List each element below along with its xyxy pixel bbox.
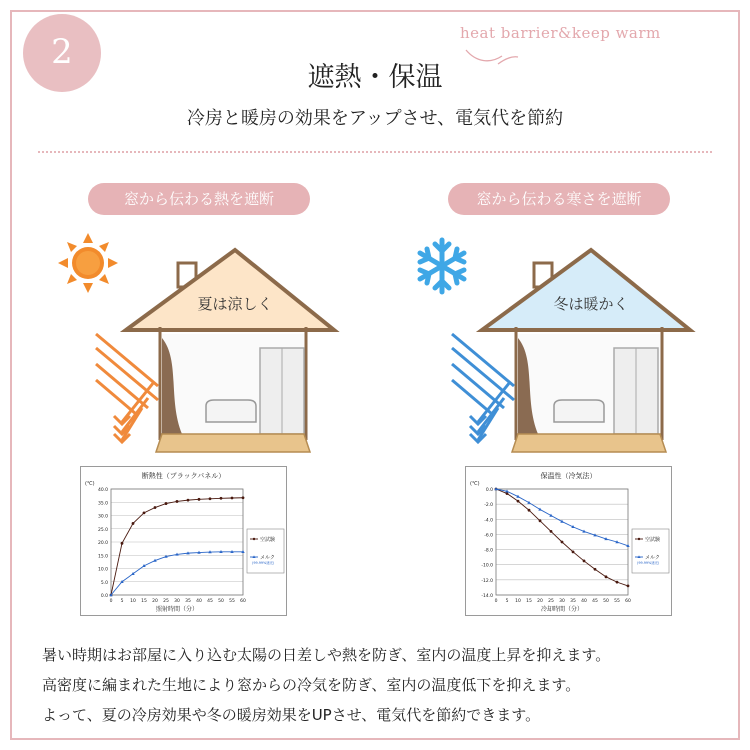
body-line: 高密度に編まれた生地により窓からの冷気を防ぎ、室内の温度低下を抑えます。 xyxy=(42,676,581,694)
x-axis-label: 冷却時間（分） xyxy=(540,606,584,613)
x-tick-label: 55 xyxy=(614,599,620,604)
y-tick-label: -2.0 xyxy=(484,503,493,509)
sofa xyxy=(206,400,256,422)
sun-icon xyxy=(58,233,118,293)
body-line: 暑い時期はお部屋に入り込む太陽の日差しや熱を防ぎ、室内の温度上昇を抑えます。 xyxy=(42,646,611,664)
x-tick-label: 45 xyxy=(592,599,598,604)
chart-plot xyxy=(466,467,673,617)
data-point xyxy=(627,585,630,588)
data-point xyxy=(121,542,124,545)
y-tick-label: 20.0 xyxy=(97,541,108,546)
legend-sublabel: (99.99%遮光) xyxy=(252,561,275,565)
legend-marker xyxy=(638,538,640,540)
chart-title: 断熱性（ブラックパネル） xyxy=(141,472,226,480)
y-tick-label: 5.0 xyxy=(100,580,108,586)
script-label: heat barrier&keep warm xyxy=(460,24,661,42)
y-tick-label: 40.0 xyxy=(97,488,108,493)
data-point xyxy=(132,522,135,525)
data-point xyxy=(594,568,597,571)
x-tick-label: 50 xyxy=(603,599,609,604)
series-line xyxy=(111,498,243,595)
y-tick-label: -8.0 xyxy=(484,548,493,554)
data-point xyxy=(209,497,212,500)
y-tick-label: 25.0 xyxy=(97,527,108,533)
x-tick-label: 30 xyxy=(174,599,180,604)
x-tick-label: 20 xyxy=(537,599,543,604)
data-point xyxy=(605,575,608,578)
chart-plot xyxy=(81,467,288,617)
data-point xyxy=(198,498,201,501)
x-tick-label: 60 xyxy=(240,599,246,604)
y-tick-label: -6.0 xyxy=(484,533,493,539)
x-tick-label: 55 xyxy=(229,599,235,604)
y-tick-label: 10.0 xyxy=(97,567,108,573)
section-number: 2 xyxy=(51,32,73,72)
data-point xyxy=(528,509,531,512)
house-winter-illustration xyxy=(408,230,708,455)
x-axis-label: 照射時間（分） xyxy=(155,606,199,613)
data-point xyxy=(517,500,520,503)
data-point xyxy=(176,500,179,503)
chart-title: 保温性（冷気法） xyxy=(540,472,597,480)
data-point xyxy=(231,497,234,500)
page-title: 遮熱・保温 xyxy=(307,62,443,93)
series-line xyxy=(496,489,628,546)
data-point xyxy=(539,519,542,522)
y-tick-label: -10.0 xyxy=(481,563,493,569)
x-tick-label: 40 xyxy=(196,599,202,604)
data-point xyxy=(220,497,223,500)
house-label-summer: 夏は涼しく xyxy=(197,295,273,313)
x-tick-label: 60 xyxy=(625,599,631,604)
legend-label: 空試験 xyxy=(260,536,276,543)
data-point xyxy=(165,502,168,505)
house-summer-illustration xyxy=(50,230,350,455)
y-tick-label: -12.0 xyxy=(481,578,493,584)
house-label-winter: 冬は暖かく xyxy=(553,295,629,313)
y-tick-label: 0.0 xyxy=(100,594,108,599)
x-tick-label: 0 xyxy=(109,599,113,604)
legend-box xyxy=(247,529,284,573)
floor xyxy=(512,434,666,452)
pill-heat-block: 窓から伝わる熱を遮断 xyxy=(88,183,310,215)
page-subtitle: 冷房と暖房の効果をアップさせ、電気代を節約 xyxy=(186,108,564,129)
data-point xyxy=(242,496,245,499)
roof xyxy=(482,250,690,330)
y-unit-label: (℃) xyxy=(470,481,480,487)
y-tick-label: -4.0 xyxy=(484,518,493,524)
y-tick-label: -14.0 xyxy=(481,594,493,599)
x-tick-label: 40 xyxy=(581,599,587,604)
y-tick-label: 35.0 xyxy=(97,501,108,507)
data-point xyxy=(583,560,586,563)
cold-arrows xyxy=(452,334,514,442)
x-tick-label: 25 xyxy=(163,599,169,604)
x-tick-label: 35 xyxy=(185,599,191,604)
data-point xyxy=(550,530,553,533)
x-tick-label: 30 xyxy=(559,599,565,604)
data-point xyxy=(616,581,619,584)
x-tick-label: 0 xyxy=(494,599,498,604)
data-point xyxy=(506,492,509,495)
body-line: よって、夏の冷房効果や冬の暖房効果をUPさせ、電気代を節約できます。 xyxy=(42,706,541,724)
heat-arrows xyxy=(96,334,158,442)
data-point xyxy=(561,541,564,544)
sofa xyxy=(554,400,604,422)
x-tick-label: 5 xyxy=(505,599,509,604)
chart-heat-retention xyxy=(465,466,672,616)
legend-label: 空試験 xyxy=(645,536,661,543)
data-point xyxy=(572,550,575,553)
series-line xyxy=(111,552,243,595)
snowflake-icon xyxy=(420,240,464,292)
x-tick-label: 10 xyxy=(130,599,136,604)
series-line xyxy=(496,489,628,586)
data-point xyxy=(187,499,190,502)
y-tick-label: 30.0 xyxy=(97,514,108,520)
floor xyxy=(156,434,310,452)
x-tick-label: 15 xyxy=(526,599,532,604)
x-tick-label: 15 xyxy=(141,599,147,604)
x-tick-label: 20 xyxy=(152,599,158,604)
legend-label: メルク xyxy=(645,554,660,561)
x-tick-label: 10 xyxy=(515,599,521,604)
x-tick-label: 45 xyxy=(207,599,213,604)
x-tick-label: 25 xyxy=(548,599,554,604)
pill-cold-block: 窓から伝わる寒さを遮断 xyxy=(448,183,670,215)
legend-box xyxy=(632,529,669,573)
legend-marker xyxy=(253,538,255,540)
data-point xyxy=(143,511,146,514)
legend-sublabel: (99.99%遮光) xyxy=(637,561,660,565)
y-tick-label: 0.0 xyxy=(485,488,493,493)
roof xyxy=(126,250,334,330)
legend-label: メルク xyxy=(260,554,275,561)
body-text xyxy=(42,640,732,730)
x-tick-label: 5 xyxy=(120,599,124,604)
chart-insulation xyxy=(80,466,287,616)
x-tick-label: 50 xyxy=(218,599,224,604)
y-unit-label: (℃) xyxy=(85,481,95,487)
data-point xyxy=(154,506,157,509)
y-tick-label: 15.0 xyxy=(97,554,108,560)
x-tick-label: 35 xyxy=(570,599,576,604)
section-divider xyxy=(38,151,712,153)
